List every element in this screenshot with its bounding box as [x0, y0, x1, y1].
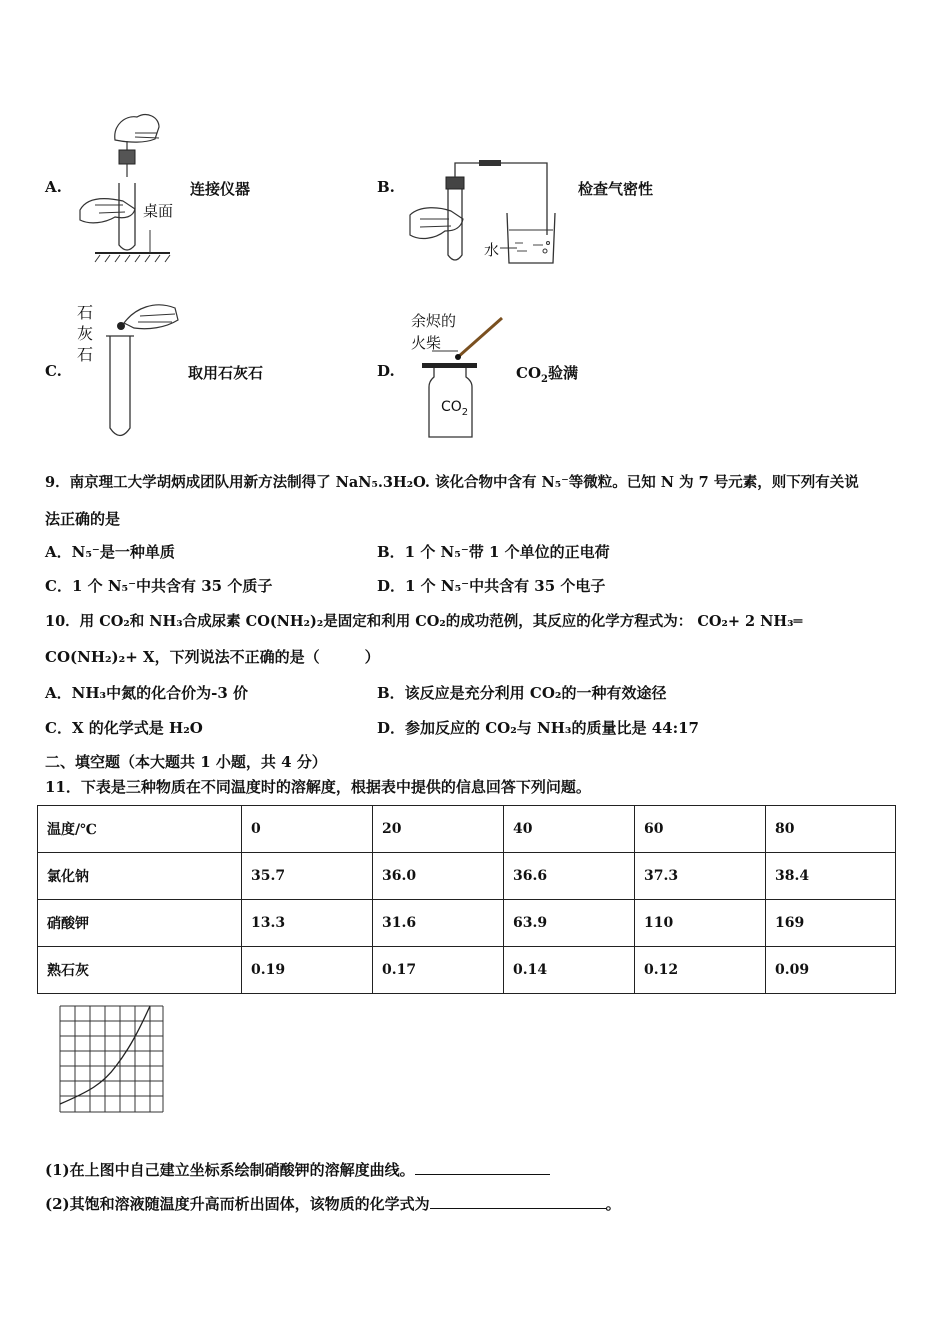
table-cell: 0.14 — [504, 947, 635, 994]
option-caption: $CO_2$验满 — [516, 364, 578, 385]
option-a[interactable]: A．NH₃中氮的化合价为-3 价 — [45, 684, 248, 702]
table-cell: 0 — [242, 806, 373, 853]
option-caption: 检查气密性 — [578, 180, 654, 198]
option-b[interactable]: B．1 个 N₅⁻带 1 个单位的正电荷 — [377, 543, 610, 561]
table-cell: 0.19 — [242, 947, 373, 994]
option-letter: B. — [377, 178, 395, 196]
table-row — [38, 853, 896, 900]
table-cell: 80 — [766, 806, 896, 853]
table-cell: 37.3 — [635, 853, 766, 900]
figure-label-limestone: 石灰石 — [77, 303, 94, 364]
table-cell: 温度/℃ — [38, 806, 242, 853]
option-b[interactable]: B．该反应是充分利用 CO₂的一种有效途径 — [377, 684, 667, 702]
table-cell: 氯化钠 — [38, 853, 242, 900]
question-stem: 9．南京理工大学胡炳成团队用新方法制得了 NaN₅.3H₂O. 该化合物中含有 N₅⁻等微粒。已知 N 为 7 号元素，则下列有关说 — [45, 474, 859, 491]
question-stem: 法正确的是 — [45, 510, 121, 528]
sub-question-1: (1)在上图中自己建立坐标系绘制硝酸钾的溶解度曲线。 — [45, 1159, 550, 1180]
table-row — [38, 806, 896, 853]
table-row — [38, 900, 896, 947]
figure-label-ember: 余烬的 — [411, 312, 457, 330]
option-letter: C. — [45, 362, 62, 380]
table-cell: 110 — [635, 900, 766, 947]
table-row — [38, 947, 896, 994]
sub-question-2: (2)其饱和溶液随温度升高而析出固体，该物质的化学式为 。 — [45, 1195, 621, 1213]
figure-label-desk: 桌面 — [143, 202, 174, 220]
table-cell: 35.7 — [242, 853, 373, 900]
solubility-grid-figure — [58, 1004, 168, 1116]
figure-label-water: 水 — [484, 241, 500, 259]
answer-blank[interactable] — [415, 1174, 550, 1175]
option-d[interactable]: D．1 个 N₅⁻中共含有 35 个电子 — [377, 577, 606, 595]
question-stem: 11．下表是三种物质在不同温度时的溶解度，根据表中提供的信息回答下列问题。 — [45, 778, 591, 796]
section-title: 二、填空题（本大题共 1 小题，共 4 分） — [45, 753, 327, 771]
table-cell: 13.3 — [242, 900, 373, 947]
table-cell: 20 — [373, 806, 504, 853]
table-cell: 169 — [766, 900, 896, 947]
answer-blank[interactable] — [430, 1208, 606, 1209]
co2-full-test-illustration — [420, 315, 510, 440]
option-letter: A. — [45, 178, 62, 196]
table-cell: 0.09 — [766, 947, 896, 994]
table-cell: 0.12 — [635, 947, 766, 994]
option-letter: D. — [377, 362, 395, 380]
table-cell: 36.6 — [504, 853, 635, 900]
bottle-label: $CO_2$ — [441, 399, 469, 418]
option-c[interactable]: C．1 个 N₅⁻中共含有 35 个质子 — [45, 577, 273, 595]
option-d[interactable]: D．参加反应的 CO₂与 NH₃的质量比是 44:17 — [377, 719, 699, 737]
table-cell: 硝酸钾 — [38, 900, 242, 947]
table-cell: 63.9 — [504, 900, 635, 947]
table-cell: 40 — [504, 806, 635, 853]
option-a[interactable]: A．N₅⁻是一种单质 — [45, 543, 175, 561]
table-cell: 38.4 — [766, 853, 896, 900]
table-cell: 60 — [635, 806, 766, 853]
figure-label-match: 火柴 — [411, 334, 442, 352]
table-cell: 0.17 — [373, 947, 504, 994]
question-stem: CO(NH₂)₂+ X，下列说法不正确的是（ ） — [45, 648, 380, 666]
take-limestone-illustration — [100, 298, 185, 443]
solubility-table — [37, 805, 896, 994]
table-cell: 熟石灰 — [38, 947, 242, 994]
option-c[interactable]: C．X 的化学式是 H₂O — [45, 719, 203, 737]
table-cell: 36.0 — [373, 853, 504, 900]
connect-apparatus-illustration — [75, 105, 195, 265]
table-cell: 31.6 — [373, 900, 504, 947]
option-caption: 取用石灰石 — [188, 364, 264, 382]
option-caption: 连接仪器 — [190, 180, 251, 198]
question-stem: 10．用 CO₂和 NH₃合成尿素 CO(NH₂)₂是固定和利用 CO₂的成功范例，其反应的化学方程式为： CO₂+ 2 NH₃═ — [45, 613, 803, 630]
